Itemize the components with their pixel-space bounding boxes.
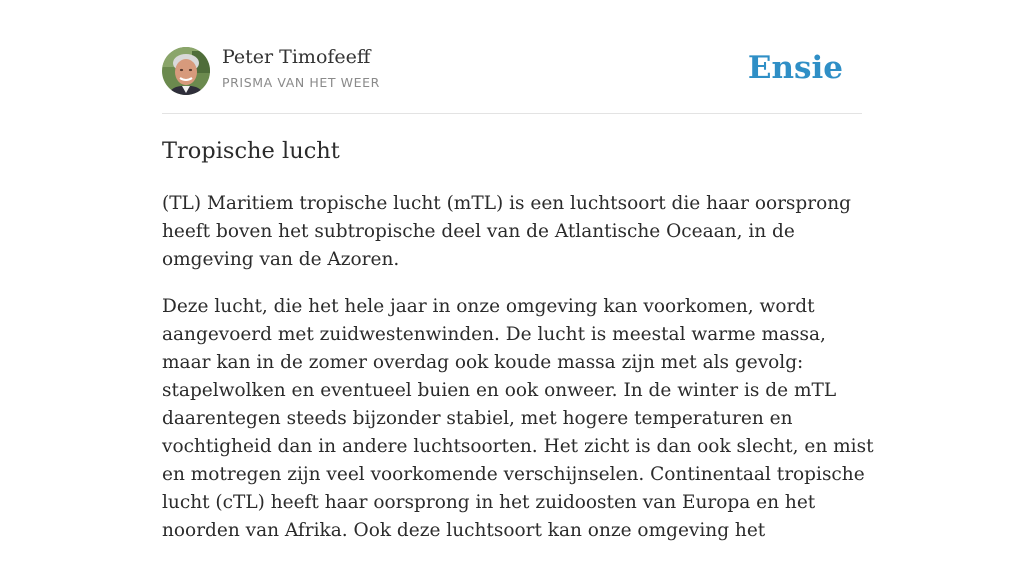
article-body bbox=[162, 190, 874, 564]
article-title: Tropische lucht bbox=[162, 138, 340, 164]
article-page bbox=[162, 0, 874, 541]
author-name[interactable]: Peter Timofeeff bbox=[222, 46, 371, 68]
article-header bbox=[162, 0, 862, 114]
author-portrait-icon bbox=[162, 47, 210, 95]
article-paragraph-1: (TL) Maritiem tropische lucht (mTL) is een luchtsoort die haar oorsprong heeft boven het subtropische deel van de Atlantische Oceaan, in de omgeving van de Azoren. bbox=[162, 193, 852, 270]
article-paragraph-2: Deze lucht, die het hele jaar in onze omgeving kan voorkomen, wordt aangevoerd met zuidwestenwinden. De lucht is meestal warme massa, maar kan in de zomer overdag ook koude massa zijn met als gevolg: stapelwolken en eventueel buien en ook onweer. In de winter is de mTL daarentegen steeds bijzonder stabiel, met hogere temperaturen en vochtigheid dan in andere luchtsoorten. Het zicht is dan ook slecht, en mist en motregen zijn veel voorkomende verschijnselen. Continentaal tropische lucht (cTL) heeft haar oorsprong in het zuidoosten van Europa en het noorden van Afrika. Ook deze luchtsoort kan onze omgeving het bbox=[162, 296, 874, 541]
author-subtitle[interactable]: PRISMA VAN HET WEER bbox=[222, 75, 380, 90]
author-avatar[interactable] bbox=[162, 47, 210, 95]
ensie-logo-link[interactable]: Ensie bbox=[747, 50, 843, 86]
